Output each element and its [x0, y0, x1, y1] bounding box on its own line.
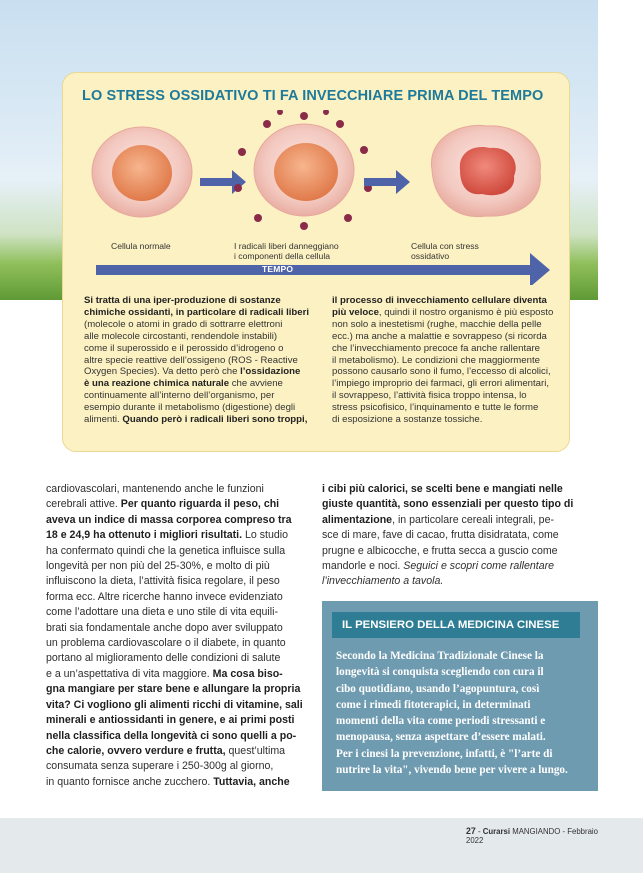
article-left-line [46, 513, 321, 528]
text-run: 18 e 24,9 ha ottenuto i migliori risultati. [46, 529, 243, 542]
page-footer [466, 826, 606, 845]
infographic-right-line [332, 390, 572, 402]
infographic-right-line [332, 343, 572, 355]
text-run: aveva un indice di massa corporea compreso tra [46, 513, 292, 526]
text-run: il metabolismo). Le condizioni che maggiormente [332, 354, 540, 366]
text-run: (molecole o atomi in grado di sottrarre elettroni [84, 318, 283, 330]
article-left-line [46, 713, 321, 728]
sidebar-line: Per i cinesi la prevenzione, infatti, è "l’arte di [336, 747, 553, 760]
text-run: influiscono la dieta, l’attività fisica regolare, il peso [46, 575, 280, 588]
label-stressed-cell-1: Cellula con stress [411, 241, 479, 251]
sidebar-line: cibo quotidiano, usando l’agopuntura, così [336, 682, 540, 695]
label-normal-cell: Cellula normale [111, 241, 171, 251]
text-run: longevità per non più del 25-30%, e molto di più [46, 560, 270, 573]
infographic-right-line [332, 402, 572, 414]
infographic-right-line [332, 307, 572, 319]
article-left-line [46, 574, 321, 589]
text-run: che avviene [229, 378, 283, 390]
sidebar-line: come i rimedi fitoterapici, in determinati [336, 698, 531, 711]
text-run: giuste quantità, sono essenziali per questo tipo di [322, 498, 574, 511]
infographic-left-line [84, 378, 324, 390]
infographic-right-line [332, 295, 572, 307]
article-column-right [322, 482, 598, 590]
article-left-line [46, 482, 321, 497]
article-right-line [322, 528, 598, 543]
text-run: non solo a inestetismi (rughe, macchie della pelle [332, 318, 542, 330]
text-run: cardiovascolari, mantenendo anche le funzioni [46, 483, 264, 495]
infographic-left-line [84, 355, 324, 367]
magazine-brand: Curarsi [482, 827, 511, 836]
infographic-left-line [84, 343, 324, 355]
text-run: possono causarlo sono il fumo, l’eccesso di alcolici, [332, 366, 551, 378]
text-run: ecc.) ma anche a malattie e sovrappeso (si ricorda [332, 330, 547, 342]
magazine-brand-suffix: MANGIANDO [510, 827, 561, 836]
text-run: i cibi più calorici, se scelti bene e mangiati nelle [322, 483, 563, 495]
timeline-label: TEMPO [262, 264, 294, 274]
article-left-line [46, 544, 321, 559]
label-stressed-cell-2: ossidativo [411, 251, 450, 261]
text-run: minerali e antiossidanti in genere, e ai primi posti [46, 714, 295, 727]
normal-cell [92, 127, 192, 217]
text-run: sce di mare, fave di cacao, frutta disidratata, come [322, 529, 559, 542]
article-column-left [46, 482, 321, 790]
infographic-left-line [84, 390, 324, 402]
text-run: che calorie, ovvero verdure e frutta, [46, 744, 226, 757]
article-left-line [46, 636, 321, 651]
text-run: vita? Ci vogliono gli alimenti ricchi di vitamine, sali [46, 698, 303, 711]
infographic-left-line [84, 295, 324, 307]
article-left-line [46, 682, 321, 697]
text-run: forma ecc. Altre ricerche hanno invece evidenziato [46, 590, 283, 603]
infographic-text-right [332, 295, 572, 426]
text-run: alle molecole circostanti, rendendole instabili) [84, 330, 278, 342]
text-run: Seguici e scopri come rallentare [403, 560, 555, 573]
article-left-line [46, 775, 321, 790]
sidebar-text [336, 648, 591, 778]
text-run: prugne e albicocche, e frutta secca a guscio come [322, 544, 558, 557]
infographic-left-line [84, 402, 324, 414]
article-right-line [322, 513, 598, 528]
text-run: l’impiego improprio dei farmaci, gli errori alimentari, [332, 378, 549, 390]
text-run: alimenti. [84, 414, 123, 426]
text-run: continuamente all’interno dell’organismo, per [84, 390, 275, 402]
text-run: stress psicofisico, l’inquinamento e tutte le forme [332, 402, 539, 414]
article-right-line [322, 574, 598, 589]
text-run: Tuttavia, anche [213, 775, 290, 788]
issue-date: - Febbraio 2022 [466, 827, 598, 845]
label-free-radicals-2: i componenti della cellula [234, 251, 331, 261]
sidebar-line: Secondo la Medicina Tradizionale Cinese la [336, 650, 544, 662]
text-run: come il superossido e il perossido d’idrogeno o [84, 342, 284, 354]
sidebar-line: momenti della vita come periodi stressanti e [336, 715, 546, 728]
text-run: chimiche ossidanti, in particolare di radicali liberi [84, 306, 309, 318]
text-run: è una reazione chimica naturale [84, 378, 230, 390]
article-left-line [46, 651, 321, 666]
article-left-line [46, 528, 321, 543]
sidebar-title: IL PENSIERO DELLA MEDICINA CINESE [342, 619, 560, 631]
article-left-line [46, 729, 321, 744]
text-run: l’ossidazione [240, 366, 301, 378]
text-run: Lo studio [242, 529, 288, 542]
infographic-title: LO STRESS OSSIDATIVO TI FA INVECCHIARE PRIMA DEL TEMPO [82, 88, 544, 104]
text-run: cerebrali attive. [46, 498, 121, 511]
article-right-line [322, 544, 598, 559]
article-right-line [322, 482, 598, 497]
article-left-line [46, 759, 321, 774]
text-run: mandorle e noci. [322, 560, 404, 573]
text-run: che l’invecchiamento precoce fa anche rallentare [332, 342, 540, 354]
infographic-text-left [84, 295, 324, 426]
infographic-right-line [332, 331, 572, 343]
text-run: alimentazione [322, 513, 393, 526]
infographic-left-line [84, 366, 324, 378]
article-left-line [46, 621, 321, 636]
infographic-left-line [84, 319, 324, 331]
text-run: come l’adottare una dieta e uno stile di vita equili- [46, 606, 279, 619]
text-run: esempio durante il metabolismo (digestione) degli [84, 402, 296, 414]
article-left-line [46, 559, 321, 574]
label-free-radicals-1: I radicali liberi danneggiano [234, 241, 339, 251]
text-run: di esposizione a sostanze tossiche. [332, 414, 483, 426]
text-run: l’invecchiamento a tavola. [322, 575, 444, 588]
article-left-line [46, 667, 321, 682]
article-left-line [46, 698, 321, 713]
infographic-right-line [332, 414, 572, 426]
text-run: altre specie reattive dell’ossigeno (ROS - Reactive [84, 354, 298, 366]
article-right-line [322, 497, 598, 512]
article-left-line [46, 744, 321, 759]
text-run: ha confermato quindi che la genetica influisce sulla [46, 544, 286, 557]
text-run: gna mangiare per stare bene e allungare la propria [46, 683, 301, 696]
text-run: un problema cardiovascolare o il diabete, in quanto [46, 637, 286, 650]
footer-separator: - [475, 827, 483, 836]
article-left-line [46, 590, 321, 605]
page-number: 27 [466, 826, 476, 836]
infographic-left-line [84, 307, 324, 319]
text-run: quest’ultima [225, 744, 286, 757]
text-run: brati sia fondamentale anche dopo aver sviluppato [46, 621, 283, 634]
sidebar-line: longevità si conquista scegliendo con cura il [336, 666, 544, 679]
text-run: nella classifica della longevità ci sono quelli a po- [46, 729, 297, 742]
text-run: e a un’aspettativa di vita maggiore. [46, 667, 213, 680]
infographic-left-line [84, 414, 324, 426]
text-run: il sovrappeso, l’attività fisica troppo intensa, lo [332, 390, 527, 402]
sidebar-line: menopausa, senza aspettare d’essere malati. [336, 731, 546, 744]
article-right-line [322, 559, 598, 574]
sidebar-line: nutrire la vita", vivendo bene per vivere a lungo. [336, 764, 568, 777]
text-run: Si tratta di una iper-produzione di sostanze [84, 295, 281, 306]
infographic-right-line [332, 319, 572, 331]
text-run: portano al miglioramento delle condizioni di salute [46, 652, 281, 665]
text-run: , in particolare cereali integrali, pe- [392, 513, 554, 526]
right-margin [598, 0, 643, 873]
text-run: Quando però i radicali liberi sono troppi, [122, 414, 308, 426]
infographic-right-line [332, 355, 572, 367]
infographic-right-line [332, 378, 572, 390]
text-run: consumata senza superare i 250-300g al giorno, [46, 760, 274, 773]
article-left-line [46, 605, 321, 620]
text-run: Oxygen Species). Va detto però che [84, 366, 241, 378]
text-run: in quanto fornisce anche zucchero. [46, 775, 214, 788]
article-left-line [46, 497, 321, 512]
stressed-cell [431, 125, 540, 216]
text-run: Ma cosa biso- [212, 667, 283, 680]
infographic-right-line [332, 366, 572, 378]
text-run: Per quanto riguarda il peso, chi [120, 498, 280, 511]
text-run: più veloce [332, 306, 379, 318]
text-run: , quindi il nostro organismo è più esposto [378, 306, 554, 318]
infographic-left-line [84, 331, 324, 343]
damaged-cell [234, 110, 372, 230]
text-run: il processo di invecchiamento cellulare diventa [332, 295, 547, 306]
